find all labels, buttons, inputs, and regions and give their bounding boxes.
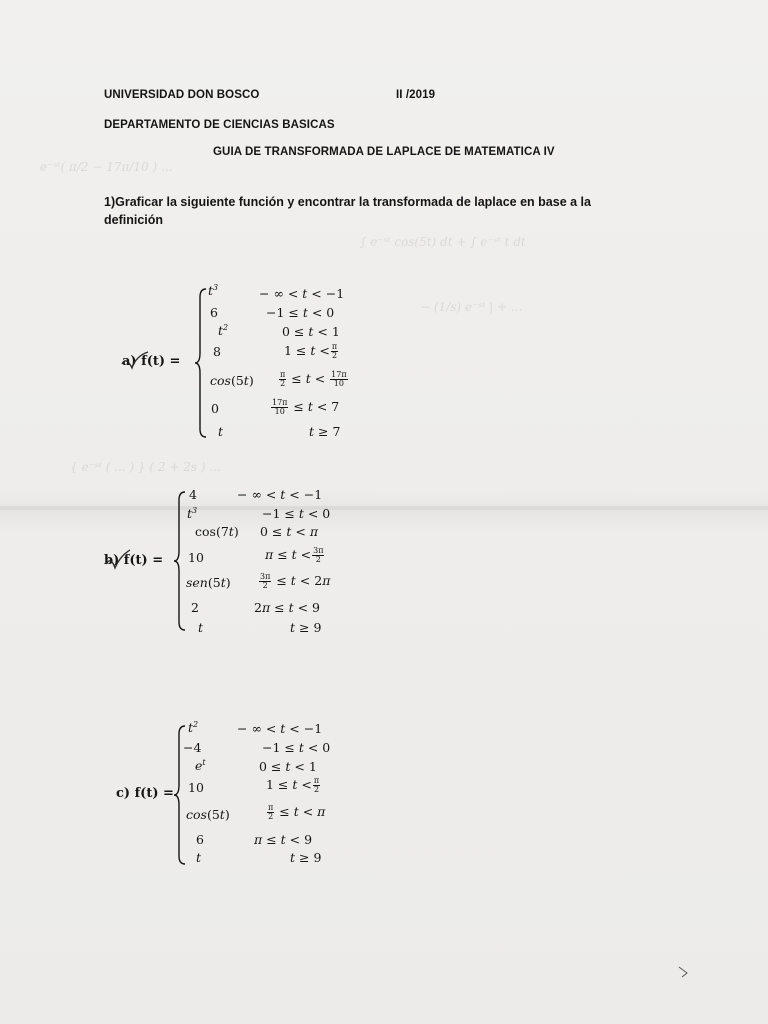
- question-text: 1)Graficar la siguiente función y encontrar la transformada de laplace en base a la definición: [104, 195, 591, 227]
- piece-cond: 1 ≤ t < $\frac{\pi}{2}$: [266, 776, 320, 794]
- piece-expr: $t^3$: [208, 283, 219, 299]
- piece-expr: 2: [191, 600, 199, 615]
- function-label: c) f(t) =: [116, 786, 174, 801]
- piece-cond: − ∞ < t < −1: [259, 286, 345, 301]
- piece-expr: 8: [213, 344, 221, 359]
- checkmark-icon: [102, 548, 134, 572]
- piece-expr: cos(5t): [186, 807, 230, 822]
- piece-cond: $\frac{17\pi}{10}$ ≤ t < 7: [272, 398, 340, 416]
- piece-cond: − ∞ < t < −1: [237, 487, 323, 502]
- piece-expr: 10: [188, 780, 204, 795]
- piece-cond: 0 ≤ t < π: [260, 524, 319, 539]
- brace-icon: [173, 490, 187, 632]
- term: II /2019: [396, 89, 436, 101]
- function-label: a) f(t) =: [122, 354, 181, 369]
- piece-cond: $\frac{\pi}{2}$ ≤ t < $\frac{17\pi}{10}$: [280, 370, 347, 388]
- piece-expr: cos(7t): [195, 524, 239, 539]
- piece-expr: t: [218, 424, 224, 439]
- piece-cond: 0 ≤ t < 1: [282, 324, 340, 339]
- piece-expr: 10: [188, 550, 204, 565]
- checkmark-icon: [118, 350, 152, 372]
- piece-expr: 6: [210, 305, 218, 320]
- pen-mark-icon: [676, 964, 692, 980]
- piece-expr: cos(5t): [210, 373, 254, 388]
- piece-cond: π ≤ t < 9: [254, 832, 313, 847]
- paper-fold: [0, 506, 768, 510]
- bleed-through: e⁻ˢᵗ( π/2 − 17π/10 ) ...: [40, 160, 173, 174]
- piece-expr: $t^2$: [188, 720, 199, 736]
- guide-title: GUIA DE TRANSFORMADA DE LAPLACE DE MATEMATICA IV: [213, 146, 555, 158]
- piece-cond: −1 ≤ t < 0: [266, 305, 335, 320]
- piece-expr: 4: [189, 487, 197, 502]
- department-name: DEPARTAMENTO DE CIENCIAS BASICAS: [104, 119, 335, 131]
- piece-expr: t: [196, 850, 202, 865]
- piece-cond: −1 ≤ t < 0: [262, 506, 331, 521]
- function-label: b) f(t) =: [104, 553, 164, 568]
- university-name: UNIVERSIDAD DON BOSCO: [104, 89, 260, 101]
- piece-cond: 1 ≤ t < $\frac{\pi}{2}$: [284, 342, 338, 360]
- bleed-through: ∫ e⁻ˢᵗ cos(5t) dt + ∫ e⁻ˢᵗ t dt: [360, 235, 526, 249]
- piece-cond: t ≥ 9: [290, 620, 322, 635]
- piece-cond: 2π ≤ t < 9: [254, 600, 320, 615]
- bleed-through: { e⁻ˢᵗ ( ... ) } ( 2 + 2s ) ...: [70, 460, 221, 474]
- piece-cond: t ≥ 7: [309, 424, 341, 439]
- piece-expr: sen(5t): [186, 575, 231, 590]
- piece-cond: −1 ≤ t < 0: [262, 740, 331, 755]
- piece-expr: $e^t$: [195, 758, 206, 774]
- piece-expr: 0: [211, 401, 219, 416]
- brace-icon: [194, 287, 208, 439]
- piece-cond: t ≥ 9: [290, 850, 322, 865]
- piece-expr: $t^3$: [187, 506, 198, 522]
- piece-expr: $t^2$: [218, 323, 229, 339]
- piece-cond: $\frac{3\pi}{2}$ ≤ t < 2π: [260, 572, 331, 590]
- piece-cond: − ∞ < t < −1: [237, 721, 323, 736]
- bleed-through: − (1/s) e⁻ˢᵗ | + ...: [420, 300, 523, 314]
- piece-expr: −4: [183, 740, 202, 755]
- piece-cond: 0 ≤ t < 1: [259, 759, 317, 774]
- piece-expr: t: [198, 620, 204, 635]
- piece-expr: 6: [196, 832, 204, 847]
- piece-cond: π ≤ t < $\frac{3\pi}{2}$: [265, 546, 324, 564]
- function-c-label: [116, 786, 174, 801]
- piece-cond: $\frac{\pi}{2}$ ≤ t < π: [268, 803, 326, 821]
